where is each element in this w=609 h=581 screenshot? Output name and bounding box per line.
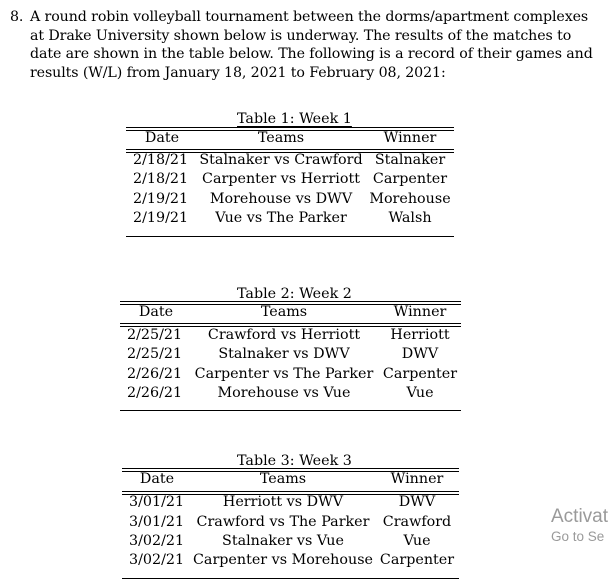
- header-winner: Winner: [383, 130, 437, 146]
- table-row-winner: DWV: [401, 346, 439, 362]
- table-row-winner: DWV: [398, 494, 436, 510]
- header-winner: Winner: [390, 471, 444, 487]
- table-row-teams: Morehouse vs DWV: [209, 191, 353, 207]
- table-row-teams: Stalnaker vs DWV: [218, 346, 350, 362]
- table-row-teams: Vue vs The Parker: [215, 210, 347, 226]
- header-date: Date: [139, 471, 175, 487]
- table-row-date: 3/02/21: [129, 552, 185, 568]
- header-date: Date: [144, 130, 180, 146]
- table-row-winner: Walsh: [388, 210, 432, 226]
- table-row-winner: Carpenter: [372, 171, 448, 187]
- table-row-teams: Herriott vs DWV: [222, 494, 344, 510]
- table-row-winner: Carpenter: [379, 552, 455, 568]
- table-row-date: 2/19/21: [133, 191, 189, 207]
- table-row-date: 2/26/21: [127, 385, 183, 401]
- table-row-winner: Crawford: [382, 514, 452, 530]
- problem-statement: [10, 8, 600, 82]
- table-caption: Table 3: Week 3: [237, 453, 352, 469]
- table-row-winner: Morehouse: [369, 191, 451, 207]
- table-row-date: 2/25/21: [127, 327, 183, 343]
- activation-watermark-subtitle: Go to Se: [551, 529, 605, 544]
- table-row-date: 2/18/21: [133, 152, 189, 168]
- table-row-winner: Carpenter: [382, 366, 458, 382]
- table-bottom-rule: [122, 578, 459, 579]
- table-row-teams: Stalnaker vs Vue: [222, 533, 344, 549]
- table-row-teams: Carpenter vs The Parker: [194, 366, 374, 382]
- table-row-date: 2/25/21: [127, 346, 183, 362]
- header-teams: Teams: [260, 304, 308, 320]
- table-row-winner: Vue: [406, 385, 434, 401]
- table-caption: Table 1: Week 1: [237, 111, 352, 127]
- table-row-teams: Crawford vs Herriott: [207, 327, 361, 343]
- table-row-date: 2/18/21: [133, 171, 189, 187]
- header-date: Date: [138, 304, 174, 320]
- table-row-date: 3/02/21: [129, 533, 185, 549]
- table-row-winner: Herriott: [390, 327, 450, 343]
- table-bottom-rule: [120, 410, 461, 411]
- activation-watermark-title: Activat: [551, 506, 609, 527]
- table-bottom-rule: [126, 236, 454, 237]
- problem-number: 8.: [10, 9, 24, 25]
- header-teams: Teams: [257, 130, 305, 146]
- table-row-date: 3/01/21: [129, 514, 185, 530]
- table-row-teams: Carpenter vs Herriott: [202, 171, 360, 187]
- table-row-date: 2/26/21: [127, 366, 183, 382]
- table-row-winner: Vue: [403, 533, 431, 549]
- header-winner: Winner: [393, 304, 447, 320]
- table-row-winner: Stalnaker: [374, 152, 446, 168]
- problem-text: A round robin volleyball tournament between the dorms/apartment complexes at Drake University shown below is underway. The results of the matches to date are shown in the table below. The following is a record of their games and results (W/L) from January 18, 2021 to February 08, 2021:: [30, 9, 593, 81]
- table-caption: Table 2: Week 2: [237, 286, 352, 302]
- table-row-date: 3/01/21: [129, 494, 185, 510]
- table-row-teams: Carpenter vs Morehouse: [192, 552, 374, 568]
- table-row-teams: Crawford vs The Parker: [196, 514, 370, 530]
- table-row-date: 2/19/21: [133, 210, 189, 226]
- table-row-teams: Morehouse vs Vue: [217, 385, 351, 401]
- table-row-teams: Stalnaker vs Crawford: [199, 152, 363, 168]
- header-teams: Teams: [259, 471, 307, 487]
